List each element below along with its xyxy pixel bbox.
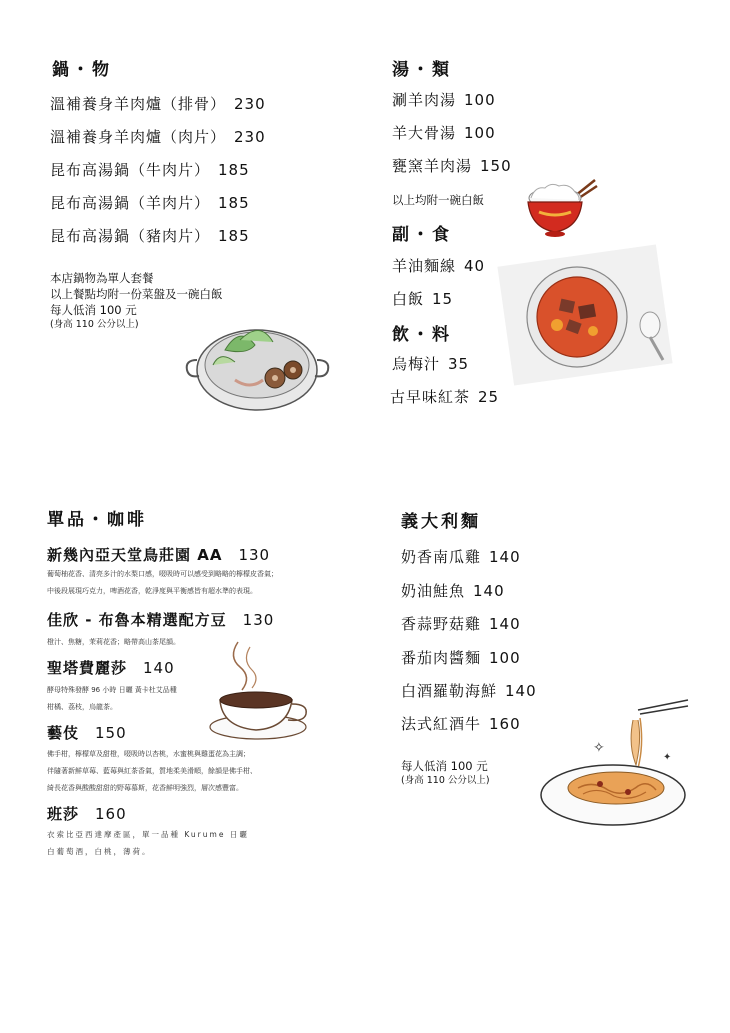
note-line: 每人低消 100 元 xyxy=(401,759,488,773)
menu-item xyxy=(401,613,521,634)
menu-item xyxy=(50,93,266,114)
coffee-item xyxy=(47,544,270,565)
pasta-illustration xyxy=(538,700,690,835)
item-name: 昆布高湯鍋（豬肉片） xyxy=(50,227,211,245)
height-note: (身高 110 公分以上) xyxy=(50,319,139,330)
item-price: 100 xyxy=(464,124,496,142)
menu-item xyxy=(401,580,505,601)
item-price: 140 xyxy=(143,659,175,677)
item-price: 140 xyxy=(505,682,537,700)
item-name: 白飯 xyxy=(392,290,425,308)
item-price: 230 xyxy=(234,95,266,113)
item-price: 150 xyxy=(95,724,127,742)
item-name: 白酒羅勒海鮮 xyxy=(401,682,498,700)
item-name: 昆布高湯鍋（牛肉片） xyxy=(50,161,211,179)
item-name: 聖塔費麗莎 xyxy=(47,659,128,677)
hotpot-title: 鍋・物 xyxy=(52,60,112,80)
svg-text:✦: ✦ xyxy=(663,752,672,763)
pasta-notes xyxy=(401,758,490,788)
item-name: 班莎 xyxy=(47,805,80,823)
soup-note: 以上均附一碗白飯 xyxy=(392,193,484,207)
coffee-title: 單品・咖啡 xyxy=(47,510,147,530)
item-price: 100 xyxy=(489,649,521,667)
desc-line: 酵母特殊發酵 96 小時 日曬 黃卡杜艾品種 xyxy=(47,686,177,694)
coffee-desc xyxy=(47,634,180,651)
item-name: 奶油鮭魚 xyxy=(401,582,466,600)
item-price: 160 xyxy=(489,715,521,733)
menu-item xyxy=(401,713,521,734)
coffee-item xyxy=(47,722,127,743)
item-price: 25 xyxy=(478,388,500,406)
desc-line: 衣索比亞西達摩產區，單一品種 Kurume 日曬 xyxy=(47,830,249,839)
item-price: 160 xyxy=(95,805,127,823)
item-name: 佳欣 - 布魯本精選配方豆 xyxy=(47,611,227,629)
note-line: 本店鍋物為單人套餐 xyxy=(50,271,154,285)
item-price: 130 xyxy=(238,546,271,564)
item-price: 150 xyxy=(480,157,512,175)
item-name: 藝伎 xyxy=(47,724,80,742)
coffee-desc xyxy=(47,746,257,797)
item-name: 烏梅汁 xyxy=(392,355,441,373)
coffee-cup-illustration xyxy=(208,632,313,744)
soup-bowl-illustration xyxy=(505,245,675,380)
menu-item xyxy=(392,288,453,309)
menu-item xyxy=(392,122,496,143)
coffee-desc xyxy=(47,826,249,860)
item-name: 溫補養身羊肉爐（排骨） xyxy=(50,95,227,113)
item-price: 185 xyxy=(218,194,250,212)
item-price: 140 xyxy=(489,615,521,633)
coffee-desc xyxy=(47,682,177,716)
coffee-item xyxy=(47,657,175,678)
item-name: 涮羊肉湯 xyxy=(392,91,457,109)
item-name: 番茄肉醬麵 xyxy=(401,649,482,667)
item-price: 15 xyxy=(432,290,454,308)
item-name: 新幾內亞天堂鳥莊園 AA xyxy=(47,546,223,564)
item-price: 140 xyxy=(473,582,505,600)
menu-item xyxy=(390,386,499,407)
item-name: 溫補養身羊肉爐（肉片） xyxy=(50,128,227,146)
item-name: 香蒜野菇雞 xyxy=(401,615,482,633)
item-price: 185 xyxy=(218,161,250,179)
item-name: 奶香南瓜雞 xyxy=(401,548,482,566)
desc-line: 橙汁、焦糖，茉莉花香；略帶高山茶尾韻。 xyxy=(47,638,180,646)
coffee-item xyxy=(47,609,274,630)
desc-line: 柑橘、荔枝，烏龍茶。 xyxy=(47,703,117,711)
item-price: 230 xyxy=(234,128,266,146)
item-price: 185 xyxy=(218,227,250,245)
menu-item xyxy=(392,155,512,176)
menu-item xyxy=(392,89,496,110)
pasta-title: 義大利麵 xyxy=(401,512,481,532)
item-price: 140 xyxy=(489,548,521,566)
desc-line: 佛手柑，檸檬草及甜橙，啜吸時以杏桃，水蜜桃與雞蛋花為主調； xyxy=(47,750,250,758)
menu-item xyxy=(392,353,469,374)
item-name: 羊大骨湯 xyxy=(392,124,457,142)
menu-item xyxy=(50,159,250,180)
item-price: 35 xyxy=(448,355,470,373)
item-name: 法式紅酒牛 xyxy=(401,715,482,733)
item-price: 130 xyxy=(242,611,275,629)
soup-title: 湯・類 xyxy=(392,60,452,80)
note-line: 每人低消 100 元 xyxy=(50,303,137,317)
drinks-title: 飲・料 xyxy=(392,325,452,345)
desc-line: 葡萄柚花香、清亮多汁的水梨口感，啜吸時可以感受到略略的檸檬皮香氣； xyxy=(47,570,278,578)
desc-line: 綺長花香與酸酸甜甜的野莓慕斯，花香鮮明強烈，層次感豐富。 xyxy=(47,784,243,792)
item-price: 100 xyxy=(464,91,496,109)
item-name: 昆布高湯鍋（羊肉片） xyxy=(50,194,211,212)
menu-item xyxy=(50,192,250,213)
desc-line: 中後段展現巧克力，啤酒花香，乾淨度與平衡感皆有超水準的表現。 xyxy=(47,587,257,595)
hotpot-illustration xyxy=(185,310,330,420)
svg-text:✧: ✧ xyxy=(593,740,605,756)
note-line: 以上餐點均附一份菜盤及一碗白飯 xyxy=(50,287,223,301)
menu-item xyxy=(50,225,250,246)
menu-item xyxy=(50,126,266,147)
desc-line: 伴隨著新鮮草莓、藍莓與紅茶香氣，質地柔美滑順，餘韻是佛手柑、 xyxy=(47,767,257,775)
menu-item xyxy=(401,546,521,567)
item-name: 羊油麵線 xyxy=(392,257,457,275)
menu-item xyxy=(392,255,485,276)
menu-item xyxy=(401,647,521,668)
item-name: 甕窯羊肉湯 xyxy=(392,157,473,175)
item-name: 古早味紅茶 xyxy=(390,388,471,406)
desc-line: 白葡萄酒，白桃，薄荷。 xyxy=(47,847,152,856)
coffee-desc xyxy=(47,566,278,600)
item-price: 40 xyxy=(464,257,486,275)
menu-item xyxy=(401,680,537,701)
coffee-item xyxy=(47,803,127,824)
sides-title: 副・食 xyxy=(392,225,452,245)
height-note: (身高 110 公分以上) xyxy=(401,775,490,786)
rice-bowl-illustration xyxy=(525,178,600,240)
